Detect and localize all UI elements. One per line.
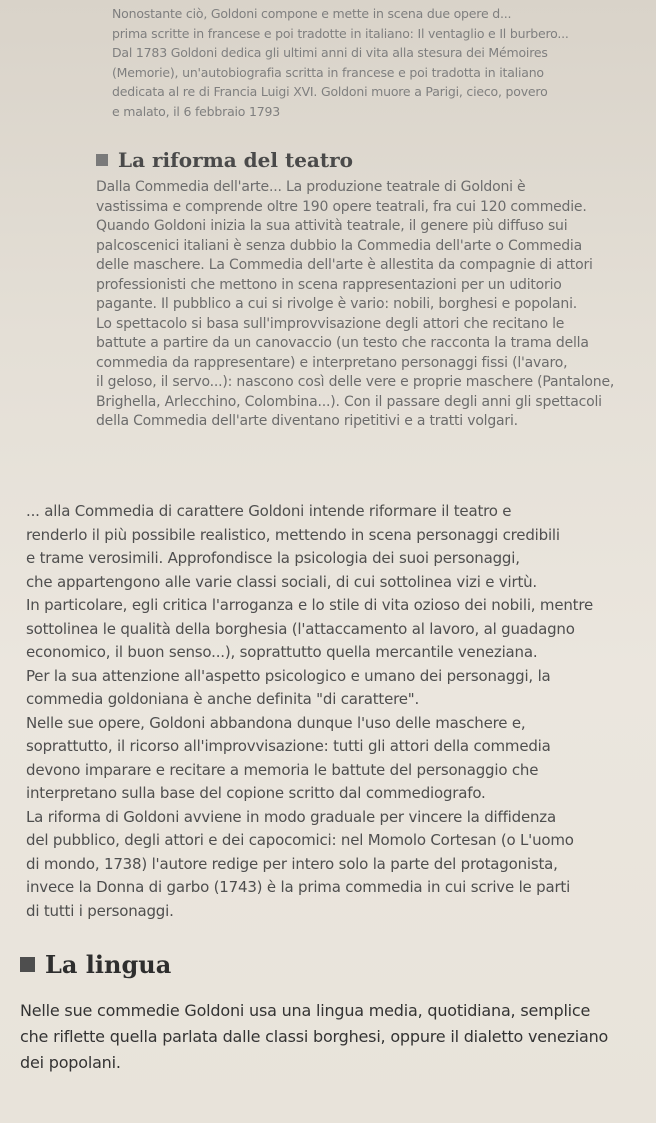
square-bullet-icon [96,154,108,166]
section-title-riforma: La riforma del teatro [118,148,353,172]
section-heading-riforma [96,148,353,172]
riforma-paragraph-commedia-carattere: ... alla Commedia di carattere Goldoni intende riformare il teatro e renderlo il più possibile realistico, mettendo in scena personaggi credibili e trame verosimili. Approfondisce la psicologia dei suoi personaggi, che appartengono alle varie classi sociali, di cui sottolinea vizi e virtù. In particolare, egli critica l'arroganza e lo stile di vita ozioso dei nobili, mentre sottolinea le qualità della borghesia (l'attaccamento al lavoro, al guadagno economico, il buon senso...), soprattutto quella mercantile veneziana. Per la sua attenzione all'aspetto psicologico e umano dei personaggi, la commedia goldoniana è anche definita "di carattere". Nelle sue opere, Goldoni abbandona dunque l'uso delle maschere e, soprattutto, il ricorso all'improvvisazione: tutti gli attori della commedia devono imparare e recitare a memoria le battute del personaggio che interpretano sulla base del copione scritto dal commediografo. La riforma di Goldoni avviene in modo graduale per vincere la diffidenza del pubblico, degli attori e dei capocomici: nel Momolo Cortesan (o L'uomo di mondo, 1738) l'autore redige per intero solo la parte del protagonista, invece la Donna di garbo (1743) è la prima commedia in cui scrive le parti di tutti i personaggi. [26,502,594,920]
lingua-paragraph: Nelle sue commedie Goldoni usa una lingua media, quotidiana, semplice che riflette quella parlata dalle classi borghesi, oppure il dialetto veneziano dei popolani. [20,1001,609,1072]
section-heading-lingua [20,950,171,979]
intro-paragraph: Nonostante ciò, Goldoni compone e mette in scena due opere d... prima scritte in francese e poi tradotte in italiano: Il ventaglio e Il burbero... Dal 1783 Goldoni dedica gli ultimi anni di vita alla stesura dei Mémoires (Memorie), un'autobiografia scritta in francese e poi tradotta in italiano dedicata al re di Francia Luigi XVI. Goldoni muore a Parigi, cieco, povero e malato, il 6 febbraio 1793 [112,6,569,119]
section-title-lingua: La lingua [45,950,172,979]
square-bullet-icon [20,957,35,972]
riforma-paragraph-commedia-arte: Dalla Commedia dell'arte... La produzione teatrale di Goldoni è vastissima e comprende oltre 190 opere teatrali, fra cui 120 commedie. Quando Goldoni inizia la sua attività teatrale, il genere più diffuso sui palcoscenici italiani è senza dubbio la Commedia dell'arte o Commedia delle maschere. La Commedia dell'arte è allestita da compagnie di attori professionisti che mettono in scena rappresentazioni per un uditorio pagante. Il pubblico a cui si rivolge è vario: nobili, borghesi e popolani. Lo spettacolo si basa sull'improvvisazione degli attori che recitano le battute a partire da un canovaccio (un testo che racconta la trama della commedia da rappresentare) e interpretano personaggi fissi (l'avaro, il geloso, il servo...): nascono così delle vere e proprie maschere (Pantalone, Brighella, Arlecchino, Colombina...). Con il passare degli anni gli spettacoli della Commedia dell'arte diventano ripetitivi e a tratti volgari. [96,179,615,429]
